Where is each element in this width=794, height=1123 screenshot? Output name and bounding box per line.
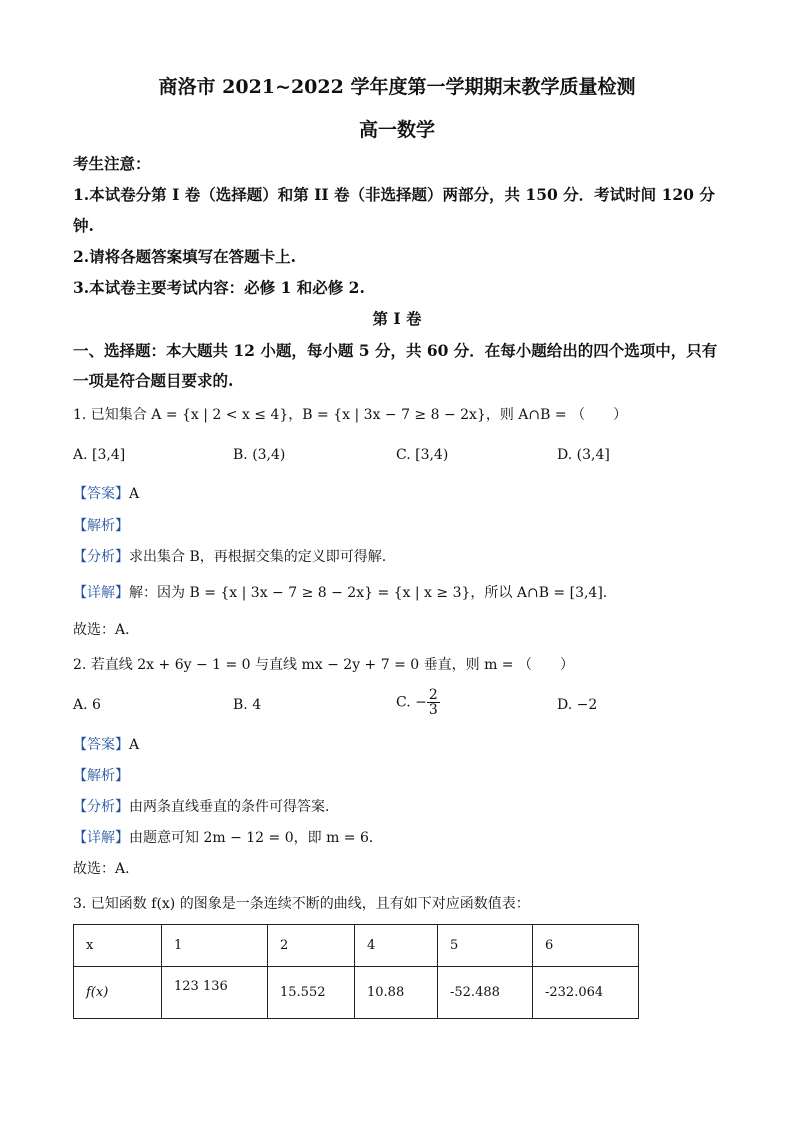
table-cell: f(x) [74,967,162,1019]
table-cell: -232.064 [533,967,639,1019]
q3-stem: 3. 已知函数 f(x) 的图象是一条连续不断的曲线，且有如下对应函数值表： [73,896,530,912]
q2-stem: 2. 若直线 2x + 6y − 1 = 0 与直线 mx − 2y + 7 = 0 垂直，则 m = （ ） [73,657,574,673]
q2-fenxi-row [73,796,329,816]
fraction-denominator: 3 [428,702,438,718]
table-cell: 10.88 [355,967,438,1019]
notice-item-1: 1.本试卷分第 I 卷（选择题）和第 II 卷（非选择题）两部分，共 150 分．考试时间 120 分 [73,185,715,204]
q2-option-b: B. 4 [233,697,262,713]
q2-answer: A [129,737,140,753]
q1-answer: A [129,486,140,502]
notice-item-3: 3.本试卷主要考试内容：必修 1 和必修 2. [73,278,365,297]
answer-label: 【答案】 [73,486,129,502]
table-cell: 2 [268,925,355,967]
fenxi-label: 【分析】 [73,799,129,815]
detail-label: 【详解】 [73,585,129,601]
part1-instruction-cont: 一项是符合题目要求的. [73,371,234,390]
q1-option-a: A. [3,4] [73,447,126,463]
q2-choose: 故选：A. [73,861,130,877]
q1-option-c: C. [3,4) [396,447,449,463]
table-cell: x [74,925,162,967]
notice-heading: 考生注意： [73,154,151,173]
q1-detail: 解：因为 B = {x | 3x − 7 ≥ 8 − 2x} = {x | x ≥ 3}，所以 A∩B = [3,4]. [129,585,608,601]
exam-title: 商洛市 2021~2022 学年度第一学期期末教学质量检测 [158,76,636,98]
q2-fenxi: 由两条直线垂直的条件可得答案. [129,799,330,815]
table-row-fx [74,967,639,1019]
q1-fenxi: 求出集合 B，再根据交集的定义即可得解. [129,549,387,565]
q1-answer-row [73,483,139,503]
q2-analysis-label: 【解析】 [73,768,129,784]
table-cell: -52.488 [438,967,533,1019]
q2-option-a: A. 6 [73,697,101,713]
detail-label: 【详解】 [73,830,129,846]
table-cell: 4 [355,925,438,967]
q2-detail: 由题意可知 2m − 12 = 0，即 m = 6． [129,830,383,846]
notice-item-2: 2.请将各题答案填写在答题卡上. [73,247,297,266]
q2-answer-row [73,734,139,754]
q1-analysis-label: 【解析】 [73,518,129,534]
function-value-table [73,924,639,1019]
table-cell: 5 [438,925,533,967]
table-row-x [74,925,639,967]
q1-option-d: D. (3,4] [557,447,610,463]
q1-fenxi-row [73,546,386,566]
table-cell: 15.552 [268,967,355,1019]
q2-option-c-fraction [427,688,440,717]
table-cell: 123 136 [162,967,268,1019]
answer-label: 【答案】 [73,737,129,753]
volume-heading: 第 I 卷 [372,309,422,328]
exam-subtitle: 高一数学 [358,119,435,141]
fenxi-label: 【分析】 [73,549,129,565]
q1-stem: 1. 已知集合 A = {x | 2 < x ≤ 4}，B = {x | 3x − 7 ≥ 8 − 2x}，则 A∩B = （ ） [73,407,628,423]
q1-detail-row [73,582,607,602]
table-cell: 1 [162,925,268,967]
fraction-numerator: 2 [428,687,438,703]
notice-item-1-cont: 钟. [73,216,94,235]
part1-instruction: 一、选择题：本大题共 12 小题，每小题 5 分，共 60 分．在每小题给出的四个选项中，只有 [73,341,718,360]
q1-choose: 故选：A. [73,622,130,638]
q2-option-c-prefix: C. − [396,694,427,711]
q1-option-b: B. (3,4) [233,447,286,463]
q2-option-c [396,688,440,717]
q2-option-d: D. −2 [557,697,598,713]
table-cell: 6 [533,925,639,967]
q2-detail-row [73,827,383,847]
